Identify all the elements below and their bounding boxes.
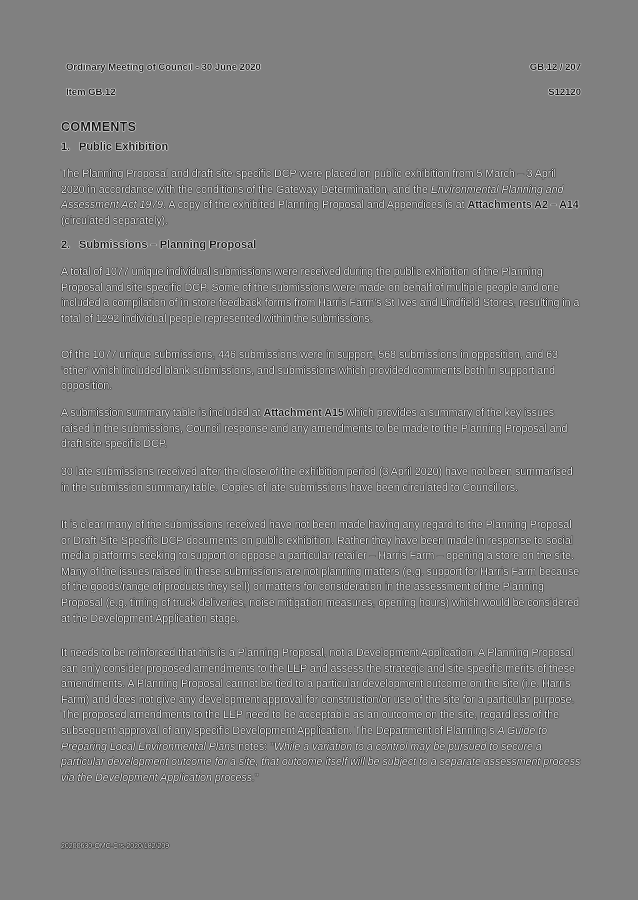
text: . A copy of the exhibited Planning Proposal and Appendices is at xyxy=(163,199,468,212)
text: " xyxy=(254,771,259,784)
paragraph-social-media: It is clear many of the submissions received have not been made having any regard to the Planning Proposal or Draft-Site Specific DCP documents on public exhibition. Rather they have been made in response to social media platforms seeking to support or oppose a particular retailer – Harris Farm – opening a store on the site. Many of the issues raised in these submissions are not planning matters (e.g. support for Harris Farm because of the goods/range of products they sell) or matters for consideration in the assessment of the Planning Proposal (e.g. timing of truck deliveries, noise mitigation measures, opening hours) which would be considered at the Development Application stage. xyxy=(61,519,580,625)
section-title: Public Exhibition xyxy=(79,141,169,153)
text: which provides a summary of the key issues raised in the submissions, Council response and any amendments to be made to the Planning Proposal and draft site-specific DCP. xyxy=(61,407,568,451)
act-title: Environmental Planning and Assessment Act 1979 xyxy=(61,183,564,212)
paragraph-late-submissions: 30 late submissions received after the close of the exhibition period (3 April 2020) have not been summarised in the submission summary table. Copies of late submissions have been circulated to Councillors. xyxy=(61,466,573,494)
paragraph-planning-proposal-note xyxy=(61,646,581,786)
text: It needs to be reinforced that this is a Planning Proposal, not a Development Application. A Planning Proposal can only consider proposed amendments to the LEP and assess the strategic and site specific merits of these amendments. A Planning Proposal cannot be tied to a particular development outcome on the site (i.e. Harris Farm) and does not give any development approval for construction/or use of the site for a particular purpose. The proposed amendments to the LEP need to be acceptable as an outcome on the site, regardless of the subsequent approval of any specific Development Application. The Department of Planning's xyxy=(61,647,575,737)
quote: While a variation to a control may be pursued to secure a particular development outcome for a site, that outcome itself will be subject to a separate assessment process via the Development Application process. xyxy=(61,740,581,784)
section-number: 2. xyxy=(61,239,71,251)
paragraph-exhibition xyxy=(61,167,581,229)
attachment-ref: Attachment A15 xyxy=(263,407,344,419)
text: The Planning Proposal and draft site-specific DCP were placed on public exhibition from 5 March – 3 April 2020 in accordance with the conditions of the Gateway Determination, and the xyxy=(61,168,557,196)
section-title: Submissions – Planning Proposal xyxy=(79,239,257,251)
paragraph-submission-breakdown: Of the 1077 unique submissions, 446 submissions were in support, 568 submissions in opposition, and 63 'other' which included blank submissions, and submissions which provided comments both in support and opposition. xyxy=(61,349,559,393)
text: notes: " xyxy=(235,740,274,753)
section-number: 1. xyxy=(61,141,71,153)
paragraph-total-submissions: A total of 1077 unique individual submissions were received during the public exhibition of the Planning Proposal and site-specific DCP. Some of the submissions were made on behalf of multiple people and one included a compilation of in-store feedback forms from Harris Farm's St Ives and Lindfield Stores, resulting in a total of 1292 individual people represented within the submissions. xyxy=(61,266,580,325)
text: (circulated separately). xyxy=(61,214,169,227)
guide-title: A Guide to Preparing Local Environmental Plans xyxy=(61,724,548,753)
header-file-ref: S12120 xyxy=(548,87,581,98)
attachment-ref: Attachments A2 – A14 xyxy=(467,199,579,212)
section-heading-submissions xyxy=(61,239,256,251)
text: A submission summary table is included at xyxy=(61,407,264,419)
header-item: Item GB.12 xyxy=(66,87,116,98)
comments-heading: COMMENTS xyxy=(61,120,137,134)
footer-document-ref: 20200630-OMC-Crs-2020/182/209 xyxy=(61,843,170,850)
paragraph-summary-table xyxy=(61,406,581,453)
section-heading-public-exhibition xyxy=(61,141,168,153)
header-page-ref: GB.12 / 207 xyxy=(529,62,581,73)
header-meeting-title: Ordinary Meeting of Council - 30 June 2020 xyxy=(66,62,261,73)
